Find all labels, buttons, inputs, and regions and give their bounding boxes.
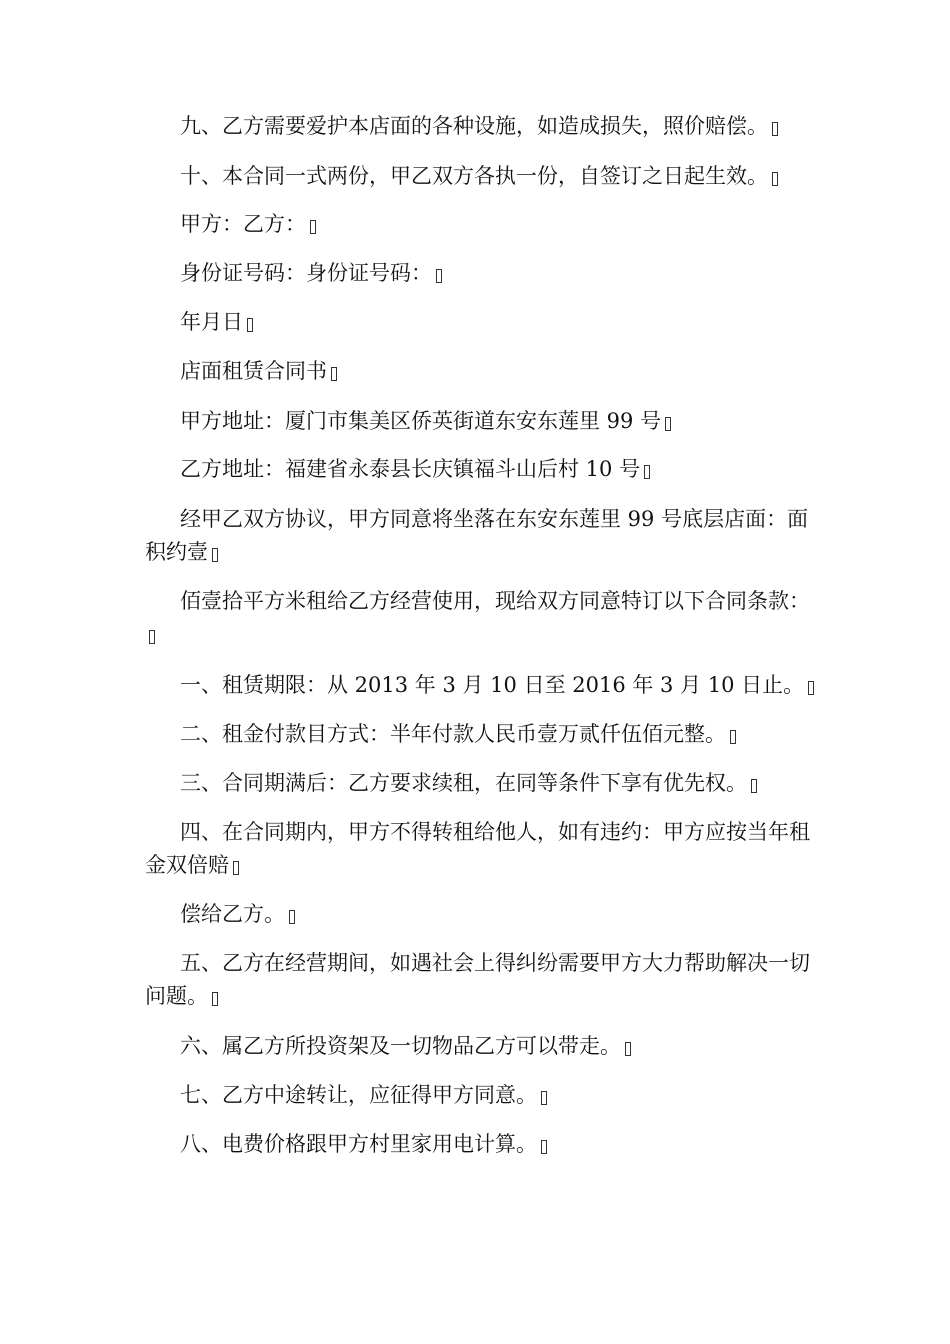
paragraph-clause-4-continued: 偿给乙方。 — [145, 898, 817, 931]
paragraph-id-numbers: 身份证号码：身份证号码： — [145, 257, 817, 290]
paragraph-clause-7: 七、乙方中途转让，应征得甲方同意。 — [145, 1079, 817, 1112]
document-title: 店面租赁合同书 — [145, 355, 817, 388]
paragraph-mark-icon — [436, 269, 442, 283]
paragraph-clause-6: 六、属乙方所投资架及一切物品乙方可以带走。 — [145, 1030, 817, 1063]
paragraph-mark-icon — [541, 1091, 547, 1105]
paragraph-clause-3: 三、合同期满后：乙方要求续租，在同等条件下享有优先权。 — [145, 767, 817, 800]
paragraph-agreement-intro: 经甲乙双方协议，甲方同意将坐落在东安东莲里 99 号底层店面：面积约壹 — [145, 507, 809, 564]
paragraph-mark-icon — [808, 681, 814, 695]
paragraph-mark-icon — [289, 910, 295, 924]
paragraph-party-a-address: 甲方地址：厦门市集美区侨英街道东安东莲里 99 号 — [145, 405, 817, 438]
paragraph-clause-5: 五、乙方在经营期间，如遇社会上得纠纷需要甲方大力帮助解决一切问题。 — [145, 951, 810, 1008]
paragraph-clause-9: 九、乙方需要爱护本店面的各种设施，如造成损失，照价赔偿。 — [145, 110, 817, 143]
paragraph-mark-icon — [149, 630, 155, 644]
paragraph-agreement-terms: 佰壹拾平方米租给乙方经营使用，现给双方同意特订以下合同条款： — [145, 585, 817, 651]
paragraph-signature-parties: 甲方：乙方： — [145, 208, 817, 241]
paragraph-mark-icon — [644, 465, 650, 479]
paragraph-mark-icon — [212, 548, 218, 562]
paragraph-date: 年月日 — [145, 306, 817, 339]
paragraph-party-b-address: 乙方地址：福建省永泰县长庆镇福斗山后村 10 号 — [145, 453, 817, 486]
paragraph-mark-icon — [247, 318, 253, 332]
paragraph-mark-icon — [331, 367, 337, 381]
paragraph-mark-icon — [665, 417, 671, 431]
paragraph-mark-icon — [625, 1042, 631, 1056]
paragraph-mark-icon — [751, 779, 757, 793]
paragraph-mark-icon — [730, 730, 736, 744]
paragraph-clause-8: 八、电费价格跟甲方村里家用电计算。 — [145, 1128, 817, 1161]
paragraph-clause-10: 十、本合同一式两份，甲乙双方各执一份，自签订之日起生效。 — [145, 160, 817, 193]
paragraph-mark-icon — [212, 992, 218, 1006]
paragraph-mark-icon — [541, 1140, 547, 1154]
paragraph-clause-2: 二、租金付款目方式：半年付款人民币壹万贰仟伍佰元整。 — [145, 718, 817, 751]
paragraph-mark-icon — [772, 122, 778, 136]
paragraph-mark-icon — [772, 172, 778, 186]
paragraph-clause-4: 四、在合同期内，甲方不得转租给他人，如有违约：甲方应按当年租金双倍赔 — [145, 820, 810, 877]
paragraph-mark-icon — [233, 861, 239, 875]
paragraph-clause-1: 一、租赁期限：从 2013 年 3 月 10 日至 2016 年 3 月 10 日止。 — [145, 669, 817, 702]
paragraph-mark-icon — [310, 220, 316, 234]
